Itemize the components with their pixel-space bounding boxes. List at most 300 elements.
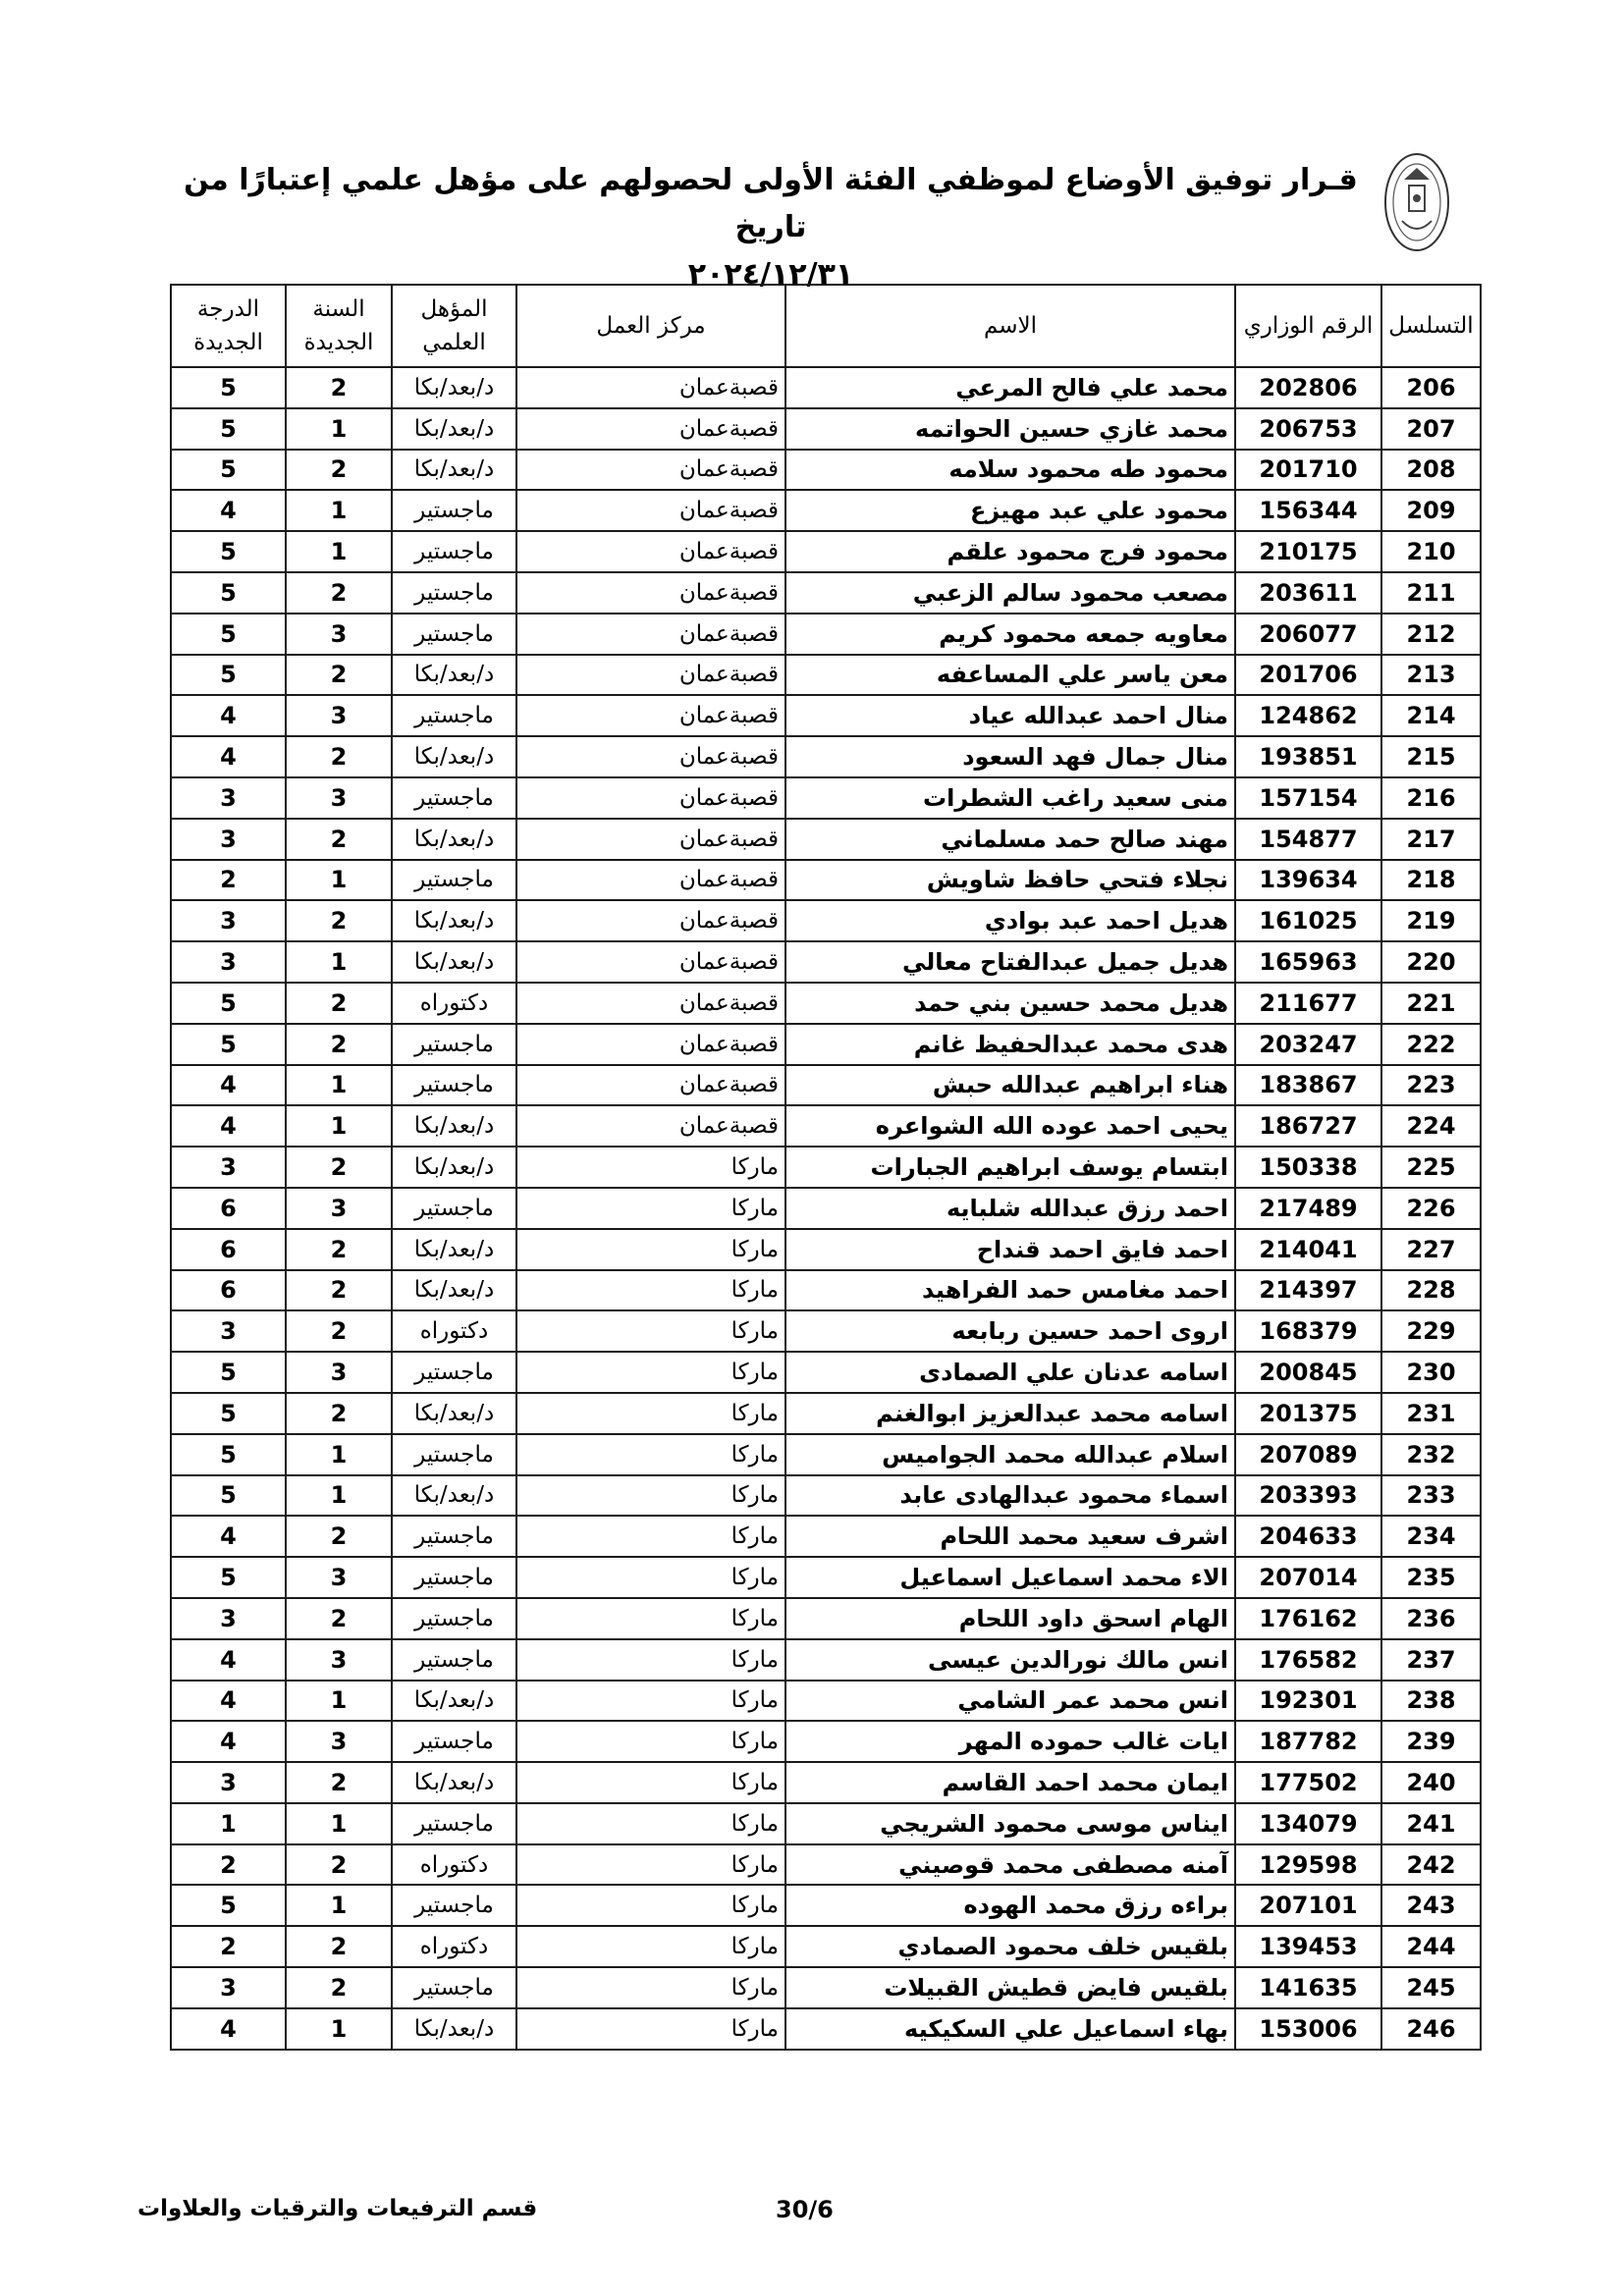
- cell-center: ماركا: [516, 1639, 785, 1681]
- cell-id: 206077: [1235, 614, 1381, 655]
- table-row: [171, 1188, 1481, 1229]
- cell-id: 176582: [1235, 1639, 1381, 1681]
- cell-seq: 245: [1381, 1967, 1481, 2008]
- cell-year: 1: [286, 1105, 392, 1147]
- cell-seq: 210: [1381, 531, 1481, 572]
- cell-id: 124862: [1235, 695, 1381, 736]
- cell-name: اسلام عبدالله محمد الجواميس: [785, 1434, 1235, 1475]
- table-row: [171, 1270, 1481, 1311]
- cell-name: اسماء محمود عبدالهادى عابد: [785, 1475, 1235, 1517]
- cell-id: 211677: [1235, 983, 1381, 1024]
- cell-center: ماركا: [516, 1188, 785, 1229]
- cell-center: ماركا: [516, 1967, 785, 2008]
- cell-name: محمود طه محمود سلامه: [785, 450, 1235, 491]
- cell-center: ماركا: [516, 1681, 785, 1722]
- cell-grade: 3: [171, 1762, 286, 1803]
- cell-center: ماركا: [516, 1352, 785, 1393]
- cell-year: 1: [286, 941, 392, 983]
- cell-center: قصبةعمان: [516, 490, 785, 531]
- cell-grade: 5: [171, 531, 286, 572]
- cell-qual: ماجستير: [392, 1885, 516, 1926]
- cell-qual: دكتوراه: [392, 1926, 516, 1967]
- cell-id: 141635: [1235, 1967, 1381, 2008]
- cell-center: ماركا: [516, 1598, 785, 1639]
- cell-grade: 3: [171, 1598, 286, 1639]
- cell-id: 207089: [1235, 1434, 1381, 1475]
- cell-id: 204633: [1235, 1516, 1381, 1557]
- cell-grade: 4: [171, 490, 286, 531]
- cell-name: ايات غالب حموده المهر: [785, 1721, 1235, 1762]
- table-row: [171, 1557, 1481, 1598]
- cell-grade: 5: [171, 1885, 286, 1926]
- cell-qual: دكتوراه: [392, 1844, 516, 1886]
- cell-name: محمود فرج محمود علقم: [785, 531, 1235, 572]
- cell-seq: 235: [1381, 1557, 1481, 1598]
- cell-grade: 5: [171, 450, 286, 491]
- header-id: الرقم الوزاري: [1235, 285, 1381, 367]
- cell-center: قصبةعمان: [516, 1065, 785, 1106]
- cell-grade: 4: [171, 1639, 286, 1681]
- cell-id: 214041: [1235, 1229, 1381, 1270]
- cell-center: قصبةعمان: [516, 450, 785, 491]
- cell-center: قصبةعمان: [516, 655, 785, 696]
- table-row: [171, 1229, 1481, 1270]
- cell-grade: 3: [171, 900, 286, 941]
- cell-seq: 225: [1381, 1147, 1481, 1188]
- cell-grade: 4: [171, 1721, 286, 1762]
- cell-grade: 5: [171, 614, 286, 655]
- cell-id: 201710: [1235, 450, 1381, 491]
- cell-id: 139634: [1235, 860, 1381, 901]
- cell-center: قصبةعمان: [516, 941, 785, 983]
- cell-grade: 5: [171, 1475, 286, 1517]
- cell-center: ماركا: [516, 1475, 785, 1517]
- cell-name: مهند صالح حمد مسلماني: [785, 819, 1235, 860]
- cell-seq: 236: [1381, 1598, 1481, 1639]
- cell-center: قصبةعمان: [516, 531, 785, 572]
- cell-center: قصبةعمان: [516, 1024, 785, 1065]
- cell-seq: 219: [1381, 900, 1481, 941]
- cell-center: ماركا: [516, 1885, 785, 1926]
- cell-qual: ماجستير: [392, 614, 516, 655]
- cell-year: 1: [286, 1475, 392, 1517]
- cell-seq: 229: [1381, 1310, 1481, 1352]
- cell-year: 3: [286, 1557, 392, 1598]
- cell-year: 2: [286, 367, 392, 408]
- table-row: [171, 736, 1481, 777]
- cell-name: اروى احمد حسين ربابعه: [785, 1310, 1235, 1352]
- cell-seq: 238: [1381, 1681, 1481, 1722]
- cell-grade: 5: [171, 1352, 286, 1393]
- cell-name: الاء محمد اسماعيل اسماعيل: [785, 1557, 1235, 1598]
- cell-id: 187782: [1235, 1721, 1381, 1762]
- cell-id: 183867: [1235, 1065, 1381, 1106]
- table-row: [171, 655, 1481, 696]
- cell-id: 217489: [1235, 1188, 1381, 1229]
- document-date: ٢٠٢٤/١٢/٣١: [687, 257, 854, 292]
- cell-center: ماركا: [516, 1557, 785, 1598]
- cell-seq: 212: [1381, 614, 1481, 655]
- cell-qual: د/بعد/بكا: [392, 1393, 516, 1434]
- cell-grade: 6: [171, 1188, 286, 1229]
- cell-id: 203393: [1235, 1475, 1381, 1517]
- table-row: [171, 1105, 1481, 1147]
- cell-center: قصبةعمان: [516, 614, 785, 655]
- cell-seq: 215: [1381, 736, 1481, 777]
- cell-qual: د/بعد/بكا: [392, 1105, 516, 1147]
- table-row: [171, 1024, 1481, 1065]
- document-title: قـرار توفيق الأوضاع لموظفي الفئة الأولى لحصولهم على مؤهل علمي إعتبارًا من تاريخ: [184, 163, 1358, 244]
- table-row: [171, 1681, 1481, 1722]
- cell-year: 1: [286, 2008, 392, 2050]
- table-row: [171, 1639, 1481, 1681]
- cell-id: 203611: [1235, 572, 1381, 614]
- cell-year: 2: [286, 1024, 392, 1065]
- cell-qual: ماجستير: [392, 777, 516, 819]
- cell-seq: 208: [1381, 450, 1481, 491]
- cell-id: 134079: [1235, 1803, 1381, 1844]
- cell-year: 3: [286, 695, 392, 736]
- table-row: [171, 860, 1481, 901]
- cell-year: 1: [286, 408, 392, 450]
- cell-year: 1: [286, 1885, 392, 1926]
- document-header: [167, 157, 1375, 298]
- table-row: [171, 1762, 1481, 1803]
- header-seq: التسلسل: [1381, 285, 1481, 367]
- cell-id: 201375: [1235, 1393, 1381, 1434]
- cell-qual: ماجستير: [392, 1598, 516, 1639]
- cell-seq: 243: [1381, 1885, 1481, 1926]
- cell-id: 214397: [1235, 1270, 1381, 1311]
- cell-id: 192301: [1235, 1681, 1381, 1722]
- table-row: [171, 1885, 1481, 1926]
- cell-center: ماركا: [516, 1721, 785, 1762]
- cell-year: 2: [286, 1844, 392, 1886]
- cell-grade: 3: [171, 941, 286, 983]
- cell-year: 2: [286, 819, 392, 860]
- cell-qual: ماجستير: [392, 1188, 516, 1229]
- cell-id: 200845: [1235, 1352, 1381, 1393]
- cell-year: 2: [286, 736, 392, 777]
- cell-qual: د/بعد/بكا: [392, 819, 516, 860]
- cell-name: بهاء اسماعيل علي السكيكيه: [785, 2008, 1235, 2050]
- cell-seq: 209: [1381, 490, 1481, 531]
- table-row: [171, 450, 1481, 491]
- table-row: [171, 408, 1481, 450]
- cell-name: نجلاء فتحي حافظ شاويش: [785, 860, 1235, 901]
- cell-center: قصبةعمان: [516, 367, 785, 408]
- cell-year: 3: [286, 777, 392, 819]
- cell-seq: 214: [1381, 695, 1481, 736]
- cell-qual: ماجستير: [392, 1639, 516, 1681]
- cell-id: 156344: [1235, 490, 1381, 531]
- cell-qual: د/بعد/بكا: [392, 1681, 516, 1722]
- cell-id: 210175: [1235, 531, 1381, 572]
- cell-grade: 3: [171, 1967, 286, 2008]
- table-row: [171, 941, 1481, 983]
- cell-id: 202806: [1235, 367, 1381, 408]
- cell-qual: د/بعد/بكا: [392, 655, 516, 696]
- table-row: [171, 1803, 1481, 1844]
- cell-grade: 6: [171, 1229, 286, 1270]
- table-row: [171, 367, 1481, 408]
- cell-qual: د/بعد/بكا: [392, 1147, 516, 1188]
- cell-qual: د/بعد/بكا: [392, 941, 516, 983]
- table-row: [171, 1475, 1481, 1517]
- cell-center: ماركا: [516, 1393, 785, 1434]
- cell-center: قصبةعمان: [516, 860, 785, 901]
- cell-grade: 5: [171, 1557, 286, 1598]
- cell-grade: 5: [171, 572, 286, 614]
- cell-name: محمد غازي حسين الحواتمه: [785, 408, 1235, 450]
- cell-name: انس مالك نورالدين عيسى: [785, 1639, 1235, 1681]
- table-row: [171, 1393, 1481, 1434]
- cell-grade: 2: [171, 860, 286, 901]
- cell-qual: د/بعد/بكا: [392, 736, 516, 777]
- cell-center: ماركا: [516, 1516, 785, 1557]
- cell-grade: 4: [171, 2008, 286, 2050]
- cell-id: 139453: [1235, 1926, 1381, 1967]
- cell-id: 193851: [1235, 736, 1381, 777]
- cell-year: 2: [286, 1229, 392, 1270]
- cell-center: قصبةعمان: [516, 695, 785, 736]
- cell-grade: 6: [171, 1270, 286, 1311]
- cell-name: الهام اسحق داود اللحام: [785, 1598, 1235, 1639]
- cell-grade: 5: [171, 1393, 286, 1434]
- cell-year: 2: [286, 900, 392, 941]
- cell-name: هناء ابراهيم عبدالله حبش: [785, 1065, 1235, 1106]
- cell-seq: 242: [1381, 1844, 1481, 1886]
- cell-center: قصبةعمان: [516, 1105, 785, 1147]
- cell-name: اسامه عدنان علي الصمادى: [785, 1352, 1235, 1393]
- cell-qual: د/بعد/بكا: [392, 1229, 516, 1270]
- cell-seq: 213: [1381, 655, 1481, 696]
- cell-center: ماركا: [516, 1310, 785, 1352]
- cell-id: 207101: [1235, 1885, 1381, 1926]
- cell-center: ماركا: [516, 1844, 785, 1886]
- cell-seq: 244: [1381, 1926, 1481, 1967]
- table-row: [171, 1352, 1481, 1393]
- header-year: السنة الجديدة: [286, 285, 392, 367]
- cell-name: مصعب محمود سالم الزعبي: [785, 572, 1235, 614]
- cell-center: ماركا: [516, 1229, 785, 1270]
- table-body: [171, 367, 1481, 2050]
- cell-year: 2: [286, 1967, 392, 2008]
- cell-name: ايناس موسى محمود الشريجي: [785, 1803, 1235, 1844]
- cell-seq: 226: [1381, 1188, 1481, 1229]
- cell-name: احمد رزق عبدالله شلبايه: [785, 1188, 1235, 1229]
- cell-seq: 230: [1381, 1352, 1481, 1393]
- table-row: [171, 983, 1481, 1024]
- table-row: [171, 1516, 1481, 1557]
- cell-qual: د/بعد/بكا: [392, 1762, 516, 1803]
- cell-year: 2: [286, 572, 392, 614]
- cell-name: احمد مغامس حمد الفراهيد: [785, 1270, 1235, 1311]
- cell-name: ايمان محمد احمد القاسم: [785, 1762, 1235, 1803]
- table-row: [171, 1598, 1481, 1639]
- cell-seq: 222: [1381, 1024, 1481, 1065]
- cell-name: هديل احمد عبد بوادي: [785, 900, 1235, 941]
- cell-qual: دكتوراه: [392, 1310, 516, 1352]
- cell-grade: 4: [171, 1065, 286, 1106]
- cell-name: احمد فايق احمد قنداح: [785, 1229, 1235, 1270]
- cell-name: هديل جميل عبدالفتاح معالي: [785, 941, 1235, 983]
- cell-seq: 240: [1381, 1762, 1481, 1803]
- cell-year: 3: [286, 1721, 392, 1762]
- cell-seq: 241: [1381, 1803, 1481, 1844]
- cell-grade: 1: [171, 1803, 286, 1844]
- cell-name: هديل محمد حسين بني حمد: [785, 983, 1235, 1024]
- cell-seq: 231: [1381, 1393, 1481, 1434]
- cell-name: ابتسام يوسف ابراهيم الجبارات: [785, 1147, 1235, 1188]
- table-row: [171, 490, 1481, 531]
- header-grade: الدرجة الجديدة: [171, 285, 286, 367]
- cell-center: ماركا: [516, 1270, 785, 1311]
- cell-qual: د/بعد/بكا: [392, 450, 516, 491]
- cell-grade: 3: [171, 1310, 286, 1352]
- cell-id: 168379: [1235, 1310, 1381, 1352]
- cell-name: آمنه مصطفى محمد قوصيني: [785, 1844, 1235, 1886]
- cell-name: منال جمال فهد السعود: [785, 736, 1235, 777]
- cell-center: قصبةعمان: [516, 819, 785, 860]
- cell-id: 206753: [1235, 408, 1381, 450]
- header-qual: المؤهل العلمي: [392, 285, 516, 367]
- table-row: [171, 614, 1481, 655]
- cell-name: هدى محمد عبدالحفيظ غانم: [785, 1024, 1235, 1065]
- cell-center: ماركا: [516, 1926, 785, 1967]
- cell-seq: 227: [1381, 1229, 1481, 1270]
- cell-year: 2: [286, 1270, 392, 1311]
- cell-grade: 2: [171, 1926, 286, 1967]
- cell-seq: 206: [1381, 367, 1481, 408]
- cell-grade: 4: [171, 1681, 286, 1722]
- cell-year: 2: [286, 1598, 392, 1639]
- cell-qual: ماجستير: [392, 1434, 516, 1475]
- cell-year: 1: [286, 1065, 392, 1106]
- cell-center: قصبةعمان: [516, 572, 785, 614]
- cell-year: 2: [286, 1310, 392, 1352]
- table-row: [171, 900, 1481, 941]
- cell-year: 3: [286, 1639, 392, 1681]
- cell-qual: ماجستير: [392, 1803, 516, 1844]
- table-row: [171, 2008, 1481, 2050]
- cell-grade: 2: [171, 1844, 286, 1886]
- emblem-logo-icon: [1382, 150, 1451, 254]
- cell-grade: 5: [171, 983, 286, 1024]
- cell-year: 2: [286, 450, 392, 491]
- cell-year: 2: [286, 983, 392, 1024]
- cell-grade: 4: [171, 1516, 286, 1557]
- cell-name: معن ياسر علي المساعفه: [785, 655, 1235, 696]
- cell-center: ماركا: [516, 1762, 785, 1803]
- cell-year: 1: [286, 1803, 392, 1844]
- cell-year: 1: [286, 1434, 392, 1475]
- cell-name: بلقيس خلف محمود الصمادي: [785, 1926, 1235, 1967]
- cell-name: اسامه محمد عبدالعزيز ابوالغنم: [785, 1393, 1235, 1434]
- cell-qual: د/بعد/بكا: [392, 900, 516, 941]
- cell-grade: 5: [171, 1434, 286, 1475]
- cell-name: معاويه جمعه محمود كريم: [785, 614, 1235, 655]
- cell-year: 1: [286, 531, 392, 572]
- cell-center: ماركا: [516, 2008, 785, 2050]
- cell-year: 2: [286, 655, 392, 696]
- cell-grade: 4: [171, 695, 286, 736]
- cell-seq: 233: [1381, 1475, 1481, 1517]
- cell-qual: د/بعد/بكا: [392, 408, 516, 450]
- cell-year: 2: [286, 1762, 392, 1803]
- cell-seq: 216: [1381, 777, 1481, 819]
- cell-year: 3: [286, 1352, 392, 1393]
- cell-id: 203247: [1235, 1024, 1381, 1065]
- table-row: [171, 572, 1481, 614]
- cell-name: منى سعيد راغب الشطرات: [785, 777, 1235, 819]
- cell-seq: 239: [1381, 1721, 1481, 1762]
- cell-seq: 234: [1381, 1516, 1481, 1557]
- cell-name: محمد علي فالح المرعي: [785, 367, 1235, 408]
- header-name: الاسم: [785, 285, 1235, 367]
- cell-grade: 3: [171, 819, 286, 860]
- header-center: مركز العمل: [516, 285, 785, 367]
- table-row: [171, 1147, 1481, 1188]
- cell-seq: 224: [1381, 1105, 1481, 1147]
- cell-year: 2: [286, 1147, 392, 1188]
- cell-grade: 4: [171, 736, 286, 777]
- cell-seq: 228: [1381, 1270, 1481, 1311]
- cell-qual: ماجستير: [392, 1352, 516, 1393]
- cell-name: براءه رزق محمد الهوده: [785, 1885, 1235, 1926]
- cell-seq: 221: [1381, 983, 1481, 1024]
- cell-grade: 3: [171, 1147, 286, 1188]
- cell-id: 129598: [1235, 1844, 1381, 1886]
- table-row: [171, 1065, 1481, 1106]
- cell-qual: ماجستير: [392, 695, 516, 736]
- table-row: [171, 531, 1481, 572]
- cell-qual: ماجستير: [392, 1967, 516, 2008]
- cell-id: 201706: [1235, 655, 1381, 696]
- cell-year: 2: [286, 1516, 392, 1557]
- cell-seq: 217: [1381, 819, 1481, 860]
- cell-qual: ماجستير: [392, 531, 516, 572]
- cell-qual: ماجستير: [392, 860, 516, 901]
- cell-qual: د/بعد/بكا: [392, 1475, 516, 1517]
- cell-seq: 246: [1381, 2008, 1481, 2050]
- cell-grade: 5: [171, 655, 286, 696]
- cell-qual: د/بعد/بكا: [392, 1270, 516, 1311]
- table-row: [171, 1434, 1481, 1475]
- cell-seq: 211: [1381, 572, 1481, 614]
- table-row: [171, 1926, 1481, 1967]
- cell-grade: 5: [171, 1024, 286, 1065]
- cell-id: 161025: [1235, 900, 1381, 941]
- cell-year: 3: [286, 1188, 392, 1229]
- table-row: [171, 1844, 1481, 1886]
- cell-id: 154877: [1235, 819, 1381, 860]
- table-row: [171, 1967, 1481, 2008]
- cell-id: 207014: [1235, 1557, 1381, 1598]
- cell-name: اشرف سعيد محمد اللحام: [785, 1516, 1235, 1557]
- employees-table: [170, 284, 1482, 2051]
- cell-name: انس محمد عمر الشامي: [785, 1681, 1235, 1722]
- cell-qual: ماجستير: [392, 1516, 516, 1557]
- cell-qual: ماجستير: [392, 1024, 516, 1065]
- cell-seq: 232: [1381, 1434, 1481, 1475]
- page-number: 30/6: [776, 2196, 834, 2223]
- cell-qual: ماجستير: [392, 1721, 516, 1762]
- cell-qual: ماجستير: [392, 490, 516, 531]
- cell-center: قصبةعمان: [516, 983, 785, 1024]
- cell-qual: ماجستير: [392, 572, 516, 614]
- table-row: [171, 777, 1481, 819]
